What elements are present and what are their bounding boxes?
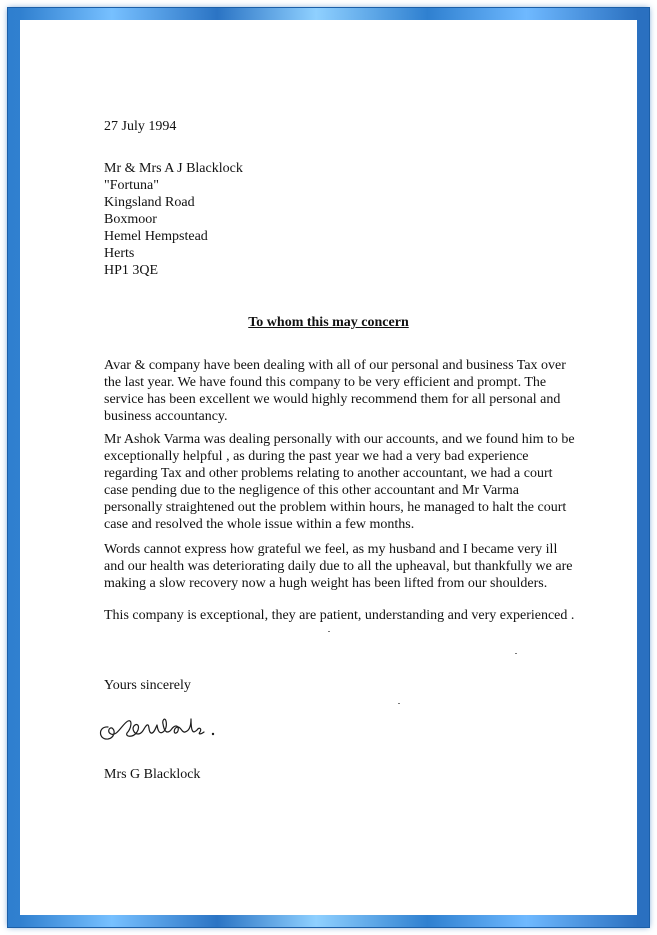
paragraph-line: service has been excellent we would highly recommend them for all personal and xyxy=(104,392,561,407)
letter-date: 27 July 1994 xyxy=(104,119,177,134)
paragraph-line: This company is exceptional, they are patient, understanding and very experienced . xyxy=(104,608,575,623)
paragraph-line: Avar & company have been dealing with all of our personal and business Tax over xyxy=(104,358,566,373)
paragraph-line: Mr Ashok Varma was dealing personally with our accounts, and we found him to be xyxy=(104,432,575,447)
paragraph-line: personally straightened out the problem within hours, he managed to halt the court xyxy=(104,500,567,515)
letter-closing: Yours sincerely xyxy=(104,678,191,693)
paragraph-line: case and resolved the whole issue within a few months. xyxy=(104,517,415,532)
paper-speck xyxy=(328,631,330,632)
paragraph-line: making a slow recovery now a hugh weight has been lifted from our shoulders. xyxy=(104,576,548,591)
paper-speck xyxy=(515,653,517,654)
paragraph-line: Words cannot express how grateful we feel, as my husband and I became very ill xyxy=(104,542,558,557)
address-line: Herts xyxy=(104,246,135,261)
paragraph-line: exceptionally helpful , as during the past year we had a very bad experience xyxy=(104,449,529,464)
paragraph-line: and our health was deteriorating daily due to all the upheaval, but thankfully we are xyxy=(104,559,573,574)
signer-name: Mrs G Blacklock xyxy=(104,767,201,782)
address-line: HP1 3QE xyxy=(104,263,159,278)
address-line: Mr & Mrs A J Blacklock xyxy=(104,161,243,176)
recipient-address xyxy=(104,160,243,279)
signature-drawing xyxy=(96,703,226,743)
paragraph-line: the last year. We have found this company to be very efficient and prompt. The xyxy=(104,375,547,390)
handwritten-signature xyxy=(96,703,226,743)
address-line: Hemel Hempstead xyxy=(104,229,208,244)
letter-subject: To whom this may concern xyxy=(248,315,409,330)
body-paragraph-4 xyxy=(104,607,574,624)
paragraph-line: case pending due to the negligence of this other accountant and Mr Varma xyxy=(104,483,519,498)
address-line: "Fortuna" xyxy=(104,178,159,193)
address-line: Boxmoor xyxy=(104,212,157,227)
body-paragraph-1 xyxy=(104,357,574,425)
letter-page xyxy=(20,20,637,915)
paragraph-line: regarding Tax and other problems relating to another accountant, we had a court xyxy=(104,466,553,481)
body-paragraph-3 xyxy=(104,541,574,592)
body-paragraph-2 xyxy=(104,431,574,533)
address-line: Kingsland Road xyxy=(104,195,195,210)
paragraph-line: business accountancy. xyxy=(104,409,228,424)
paper-speck xyxy=(398,703,400,704)
